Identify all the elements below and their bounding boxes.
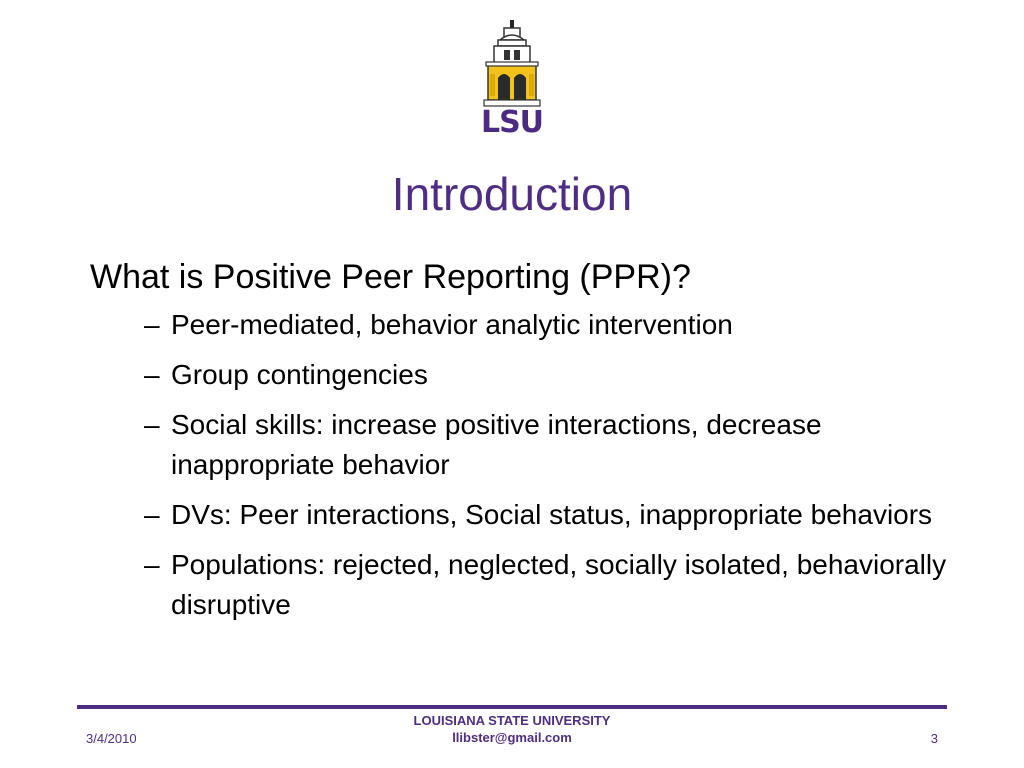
bullet-list [90, 305, 970, 625]
lsu-logo-text: LSU [480, 105, 544, 140]
bullet-marker: – [144, 409, 160, 440]
bullet-text: Populations: rejected, neglected, socially isolated, behaviorally disruptive [171, 549, 947, 620]
bullet-item [144, 355, 970, 395]
slide-body [90, 253, 970, 635]
footer-email: llibster@gmail.com [452, 730, 572, 745]
bullet-marker: – [144, 499, 160, 530]
lead-question: What is Positive Peer Reporting (PPR)? [90, 258, 691, 296]
footer-date: 3/4/2010 [86, 731, 137, 746]
footer-center [0, 712, 1024, 746]
footer-university: LOUISIANA STATE UNIVERSITY [413, 713, 611, 728]
bullet-item [144, 545, 970, 625]
bullet-item [144, 405, 970, 485]
footer-divider [77, 705, 947, 709]
bullet-marker: – [144, 309, 160, 340]
lsu-logo [470, 18, 554, 140]
bullet-text: DVs: Peer interactions, Social status, inappropriate behaviors [171, 499, 933, 530]
page-number: 3 [930, 731, 938, 746]
bullet-text: Group contingencies [171, 359, 428, 390]
lsu-tower-icon [470, 18, 554, 110]
bullet-item [144, 305, 970, 345]
slide-title: Introduction [391, 168, 633, 220]
bullet-marker: – [144, 549, 160, 580]
bullet-text: Peer-mediated, behavior analytic intervention [171, 309, 733, 340]
bullet-marker: – [144, 359, 160, 390]
bullet-item [144, 495, 970, 535]
bullet-text: Social skills: increase positive interactions, decrease inappropriate behavior [171, 409, 822, 480]
